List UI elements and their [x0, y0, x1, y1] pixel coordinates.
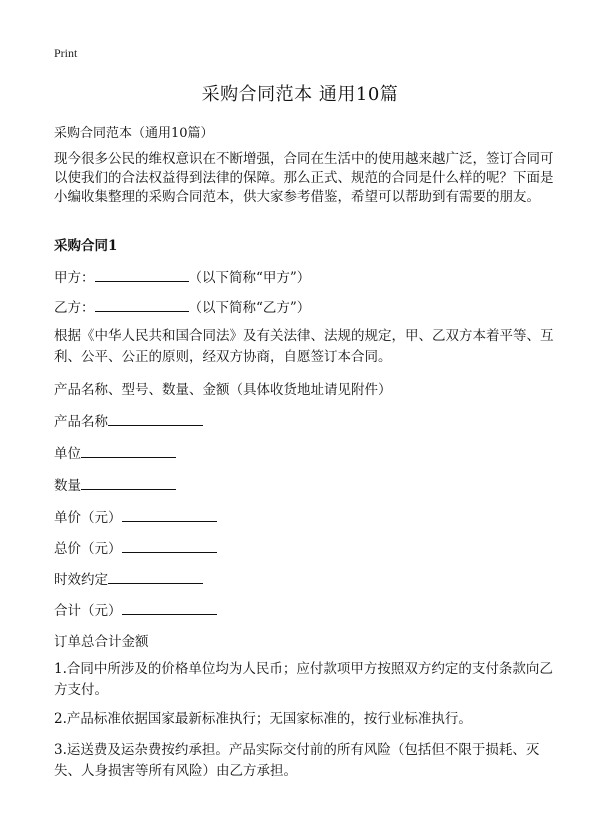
order-total-label: 订单总合计金额	[54, 634, 149, 650]
field-label: 时效约定	[54, 572, 108, 588]
party-b-label: 乙方：	[54, 300, 95, 316]
field-blank	[81, 475, 176, 490]
field-blank	[122, 507, 217, 522]
field-time-agreement	[54, 568, 203, 588]
product-intro: 产品名称、型号、数量、金额（具体收货地址请见附件）	[54, 382, 392, 398]
field-label: 总价（元）	[54, 541, 122, 557]
party-b-blank	[95, 297, 189, 312]
document-subtitle: 采购合同范本（通用10篇）	[54, 126, 214, 141]
basis-paragraph: 根据《中华人民共和国合同法》及有关法律、法规的规定，甲、乙双方本着平等、互利、公平、公正的原则，经双方协商，自愿签订本合同。	[54, 328, 554, 365]
clause-1: 1.合同中所涉及的价格单位均为人民币；应付款项甲方按照双方约定的支付条款向乙方支付。	[54, 661, 553, 698]
field-label: 产品名称	[54, 414, 108, 430]
field-quantity	[54, 474, 176, 494]
party-a-line	[54, 266, 310, 286]
field-product-name	[54, 410, 203, 430]
field-total-price	[54, 537, 217, 557]
intro-paragraph: 现今很多公民的维权意识在不断增强，合同在生活中的使用越来越广泛，签订合同可以使我们的合法权益得到法律的保障。那么正式、规范的合同是什么样的呢？下面是小编收集整理的采购合同范本，供大家参考借鉴，希望可以帮助到有需要的朋友。	[54, 151, 554, 205]
field-label: 单价（元）	[54, 510, 122, 526]
document-title: 采购合同范本 通用10篇	[201, 84, 399, 105]
field-sum	[54, 599, 217, 619]
field-unit	[54, 442, 176, 462]
field-blank	[122, 600, 217, 615]
field-blank	[122, 538, 217, 553]
field-label: 合计（元）	[54, 603, 122, 619]
clause-2: 2.产品标准依据国家最新标准执行；无国家标准的，按行业标准执行。	[54, 711, 472, 727]
clause-3: 3.运送费及运杂费按约承担。产品实际交付前的所有风险（包括但不限于损耗、灭失、人身损害等所有风险）由乙方承担。	[54, 742, 540, 779]
party-a-label: 甲方：	[54, 270, 95, 286]
party-a-suffix: （以下简称“甲方”）	[188, 270, 311, 286]
party-b-line	[54, 296, 310, 316]
section-heading: 采购合同1	[54, 238, 118, 254]
field-unit-price	[54, 506, 217, 526]
field-label: 数量	[54, 478, 81, 494]
party-b-suffix: （以下简称“乙方”）	[188, 300, 311, 316]
field-label: 单位	[54, 446, 81, 462]
party-a-blank	[95, 267, 189, 282]
field-blank	[108, 411, 203, 426]
field-blank	[81, 443, 176, 458]
field-blank	[108, 569, 203, 584]
print-link[interactable]: Print	[54, 46, 78, 60]
